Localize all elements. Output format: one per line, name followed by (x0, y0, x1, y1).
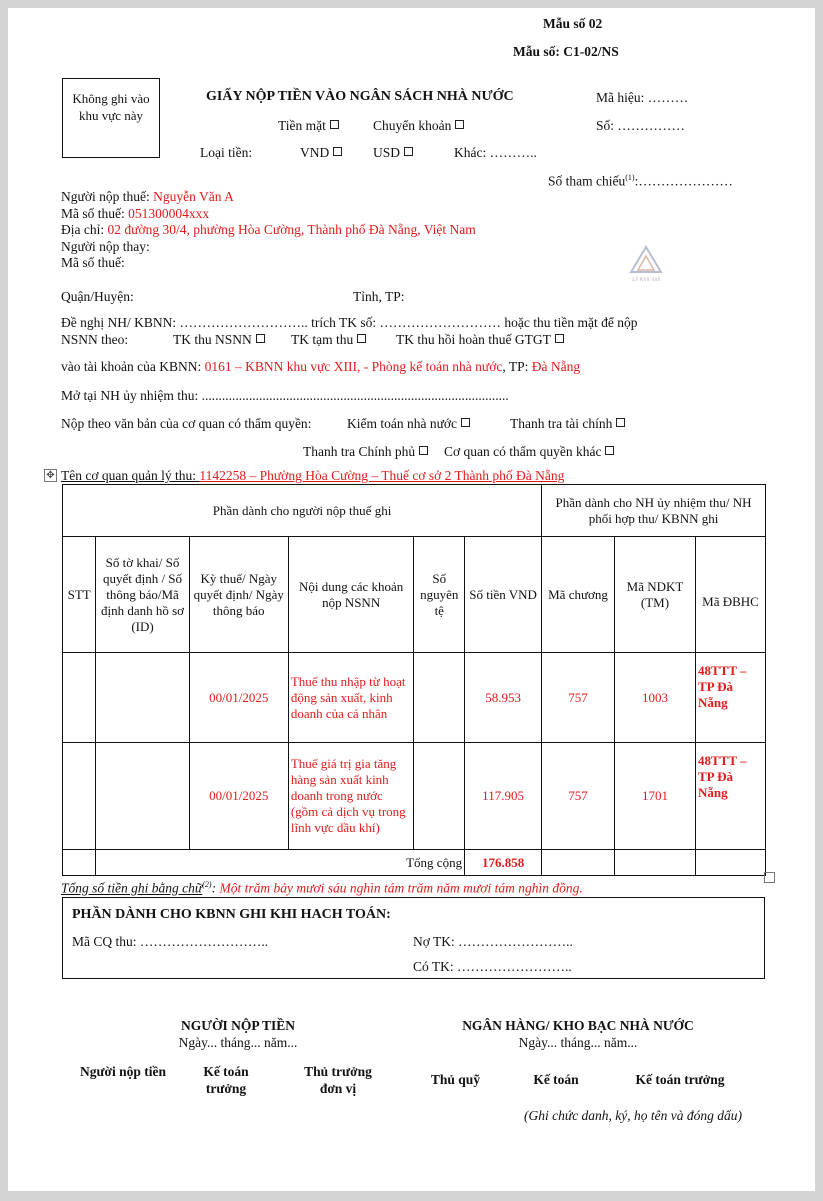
agency-label: Tên cơ quan quản lý thu: (61, 468, 200, 483)
cell-period[interactable]: 00/01/2025 (189, 653, 288, 743)
agency-value: 1142258 – Phường Hòa Cường – Thuế cơ sở 2 Thành phố Đà Nẵng (199, 468, 565, 483)
total-empty (614, 850, 695, 876)
cell-ndkt[interactable]: 1003 (614, 653, 695, 743)
total-empty (542, 850, 615, 876)
tk-hoan-thue-label: TK thu hồi hoàn thuế GTGT (396, 332, 551, 347)
cell-foreign[interactable] (414, 653, 465, 743)
authority-label: Nộp theo văn bản của cơ quan có thẩm quyền: (61, 416, 312, 431)
col-id: Số tờ khai/ Số quyết định / Số thông báo/Mã định danh hồ sơ (ID) (96, 537, 189, 653)
district-label: Quận/Huyện: (61, 289, 134, 304)
vnd-label: VND (300, 145, 330, 160)
svg-text:Lê Kim Anh: Lê Kim Anh (632, 277, 661, 283)
cell-dbhc[interactable]: 48TTT – TP Đà Nẵng (696, 743, 766, 850)
role-payer: Người nộp tiền (79, 1064, 167, 1079)
audit-checkbox[interactable] (347, 416, 470, 432)
transfer-label: Chuyển khoản (373, 118, 452, 133)
words-footnote: (2) (202, 880, 212, 889)
role-chief-accountant: Kế toán trưởng (203, 1064, 249, 1096)
total-row (63, 850, 766, 876)
payer-block (61, 189, 476, 272)
document-title: GIẤY NỘP TIỀN VÀO NGÂN SÁCH NHÀ NƯỚC (206, 89, 514, 104)
tax-code: 051300004xxx (128, 205, 210, 221)
col-amount: Số tiền VND (465, 537, 542, 653)
agency (61, 468, 564, 484)
reference-footnote: (1) (625, 173, 635, 182)
payer-name: Nguyễn Văn A (153, 189, 234, 204)
col-stt: STT (63, 537, 96, 653)
cell-content[interactable]: Thuế thu nhập từ hoạt động sản xuất, kinh doanh của cá nhân (288, 653, 414, 743)
account-value: 0161 – KBNN khu vực XIII, - Phòng kế toán nhà nước (204, 359, 503, 374)
payer-signature-date: Ngày... tháng... năm... (178, 1035, 298, 1050)
request-line: Đề nghị NH/ KBNN: ……………………….. trích TK số: ……………………… hoặc thu tiền mặt để nộp (61, 315, 638, 330)
finance-inspect-label: Thanh tra tài chính (510, 416, 613, 431)
bank-signature-date: Ngày... tháng... năm... (518, 1035, 638, 1050)
kbnn-section (62, 897, 765, 979)
tk-hoan-thue-checkbox[interactable] (396, 332, 564, 348)
reference-dots: :………………… (634, 173, 733, 189)
gov-inspect-checkbox[interactable] (303, 444, 428, 460)
cell-content[interactable]: Thuế giá trị gia tăng hàng sản xuất kinh doanh trong nước (gồm cả dịch vụ trong lĩnh vực dầu khí) (288, 743, 414, 850)
usd-label: USD (373, 145, 401, 160)
signature-note: (Ghi chức danh, ký, họ tên và đóng dấu) (523, 1108, 743, 1123)
document-page (8, 8, 815, 1191)
bank-label: Mở tại NH ủy nhiệm thu: (61, 388, 202, 403)
total-empty (696, 850, 766, 876)
col-ndkt: Mã NDKT (TM) (614, 537, 695, 653)
payer-name-label: Người nộp thuế: (61, 189, 154, 204)
agency-code: Mã CQ thu: ……………………….. (72, 934, 269, 949)
currency-label: Loại tiền: (200, 145, 253, 160)
ma-hieu: Mã hiệu: ……… (596, 90, 689, 105)
payment-table (62, 484, 766, 876)
role-accountant: Kế toán (533, 1072, 579, 1087)
column-header-row (63, 537, 766, 653)
role-head-of-unit: Thủ trưởng đơn vị (304, 1064, 372, 1096)
tk-thu-nsnn-checkbox[interactable] (173, 332, 265, 348)
proxy-tax-label: Mã số thuế: (61, 255, 125, 270)
cell-dbhc[interactable]: 48TTT – TP Đà Nẵng (696, 653, 766, 743)
total-label: Tổng cộng (96, 850, 465, 876)
payer-signature-title: NGƯỜI NỘP TIỀN (180, 1018, 296, 1033)
cell-foreign[interactable] (414, 743, 465, 850)
tk-tam-thu-label: TK tạm thu (291, 332, 354, 347)
col-period: Kỳ thuế/ Ngày quyết định/ Ngày thông báo (189, 537, 288, 653)
account-label: vào tài khoản của KBNN: (61, 359, 205, 374)
cell-id[interactable] (96, 743, 189, 850)
city-label: , TP: (502, 359, 532, 374)
words-value: Một trăm bảy mươi sáu nghìn tám trăm năm mươi tám nghìn đồng. (219, 880, 583, 896)
debit-account: Nợ TK: …………………….. (413, 934, 573, 949)
reference-number (548, 173, 733, 190)
cash-checkbox[interactable] (278, 118, 339, 134)
province-label: Tỉnh, TP: (353, 289, 405, 304)
col-foreign: Số nguyên tệ (414, 537, 465, 653)
collecting-bank (61, 388, 509, 404)
tk-tam-thu-checkbox[interactable] (291, 332, 366, 348)
cell-id[interactable] (96, 653, 189, 743)
table-row (63, 743, 766, 850)
cell-amount[interactable]: 58.953 (465, 653, 542, 743)
tk-thu-nsnn-label: TK thu NSNN (173, 332, 252, 347)
gov-inspect-label: Thanh tra Chính phủ (303, 444, 416, 459)
city-value: Đà Nẵng (531, 359, 581, 374)
cell-chapter[interactable]: 757 (542, 653, 615, 743)
cell-amount[interactable]: 117.905 (465, 743, 542, 850)
so-field: Số: …………… (596, 118, 685, 133)
finance-inspect-checkbox[interactable] (510, 416, 625, 432)
total-stt (63, 850, 96, 876)
bank-signature-title: NGÂN HÀNG/ KHO BẠC NHÀ NƯỚC (462, 1018, 694, 1033)
vnd-checkbox[interactable] (300, 145, 342, 161)
usd-checkbox[interactable] (373, 145, 413, 161)
address-label: Địa chỉ: (61, 222, 108, 237)
reference-label: Số tham chiếu (548, 173, 626, 189)
cell-period[interactable]: 00/01/2025 (189, 743, 288, 850)
cash-label: Tiền mặt (278, 118, 326, 133)
col-dbhc: Mã ĐBHC (696, 537, 766, 653)
no-write-box: Không ghi vào khu vực này (62, 78, 160, 158)
cell-stt[interactable] (63, 653, 96, 743)
form-code: Mẫu số: C1-02/NS (513, 44, 619, 59)
address: 02 đường 30/4, phường Hòa Cường, Thành phố Đà Nẵng, Việt Nam (107, 222, 476, 237)
col-chapter: Mã chương (542, 537, 615, 653)
cell-chapter[interactable]: 757 (542, 743, 615, 850)
other-currency: Khác: ……….. (454, 145, 537, 160)
nsnn-theo-label: NSNN theo: (61, 332, 129, 347)
amount-in-words: Tổng số tiền ghi bằng chữ$^{(2)}$: Một trăm bảy mươi sáu nghìn tám trăm năm mươi tám nghìn đồng. (61, 880, 583, 896)
table-move-handle-icon[interactable]: ✥ (44, 469, 57, 482)
words-label: Tổng số tiền ghi bằng chữ (61, 880, 203, 896)
col-content: Nội dung các khoản nộp NSNN (288, 537, 414, 653)
watermark-logo-icon (626, 244, 666, 284)
kbnn-title: PHẦN DÀNH CHO KBNN GHI KHI HACH TOÁN: (72, 907, 391, 922)
role-cashier: Thủ quỹ (430, 1072, 481, 1087)
role-bank-chief-accountant: Kế toán trưởng (635, 1072, 725, 1087)
form-number: Mẫu số 02 (543, 16, 603, 31)
total-value: 176.858 (465, 850, 542, 876)
table-resize-handle-icon[interactable] (764, 872, 775, 883)
kbnn-account (61, 359, 580, 375)
audit-label: Kiểm toán nhà nước (347, 416, 458, 431)
tax-code-label: Mã số thuế: (61, 205, 129, 221)
other-authority-label: Cơ quan có thẩm quyền khác (444, 444, 602, 459)
cell-ndkt[interactable]: 1701 (614, 743, 695, 850)
group-header-bank: Phần dành cho NH ủy nhiệm thu/ NH phối hợp thu/ KBNN ghi (542, 485, 766, 537)
credit-account: Có TK: …………………….. (413, 959, 572, 974)
cell-stt[interactable] (63, 743, 96, 850)
proxy-payer-label: Người nộp thay: (61, 238, 150, 254)
bank-dots: ........................................................................................... (201, 388, 509, 403)
table-row (63, 653, 766, 743)
other-authority-checkbox[interactable] (444, 444, 614, 460)
group-header-payer: Phần dành cho người nộp thuế ghi (63, 485, 542, 537)
transfer-checkbox[interactable] (373, 118, 464, 134)
